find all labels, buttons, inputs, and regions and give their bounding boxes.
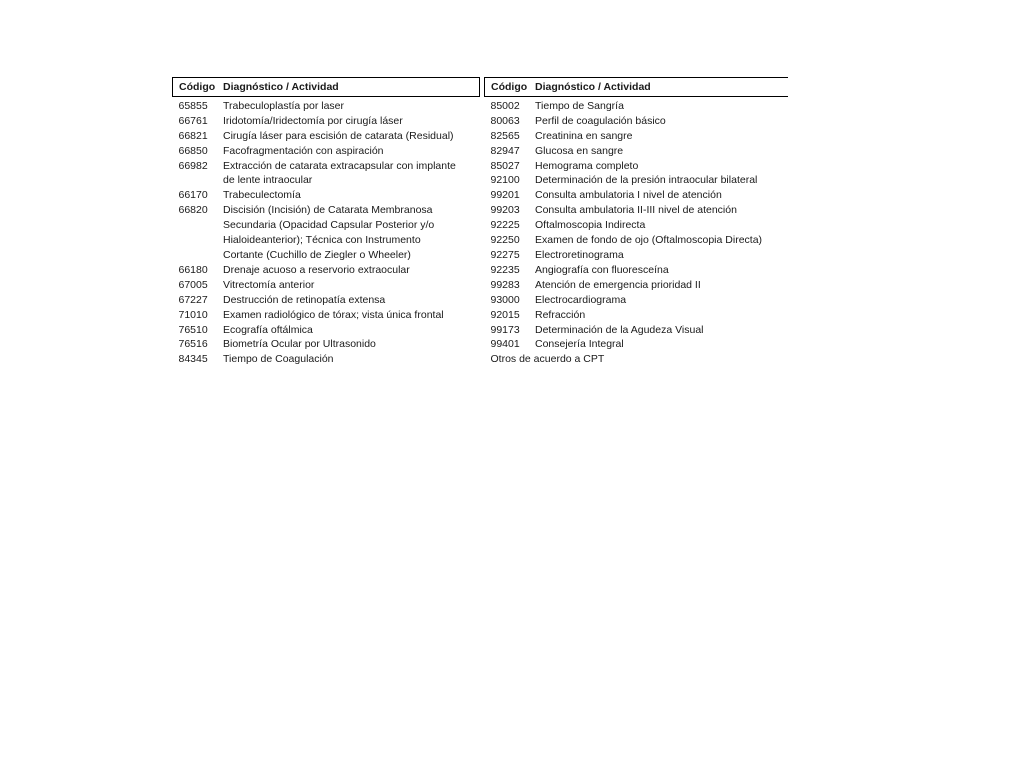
procedure-description: Consulta ambulatoria II-III nivel de atención (535, 204, 737, 217)
procedure-code: 76516 (178, 338, 208, 351)
procedure-code: 66821 (178, 129, 208, 142)
procedure-code: 84345 (178, 353, 208, 366)
procedure-code: 92100 (490, 174, 520, 187)
table-row (485, 144, 789, 159)
procedure-code: 76510 (178, 323, 208, 336)
procedure-table-right (484, 77, 788, 367)
procedure-description: Ecografía oftálmica (223, 323, 313, 336)
procedure-code: 71010 (178, 308, 208, 321)
procedure-code: 66170 (178, 189, 208, 202)
procedure-description: Angiografía con fluoresceína (535, 263, 669, 276)
footer-note-row (485, 352, 789, 367)
procedure-description: Tiempo de Coagulación (223, 353, 334, 366)
table-row (173, 114, 480, 129)
footer-note: Otros de acuerdo a CPT (490, 353, 605, 366)
table-row (173, 263, 480, 278)
procedure-description: de lente intraocular (223, 174, 313, 187)
table-row-continuation (173, 233, 480, 248)
procedure-code: 82947 (490, 144, 520, 157)
empty-code-cell (173, 248, 224, 263)
table-row (173, 308, 480, 323)
procedure-description: Consulta ambulatoria I nivel de atención (535, 189, 722, 202)
table-row (173, 188, 480, 203)
procedure-description: Creatinina en sangre (535, 129, 633, 142)
procedure-code: 66761 (178, 114, 208, 127)
procedure-description: Trabeculoplastía por laser (223, 99, 345, 112)
procedure-code: 66820 (178, 204, 208, 217)
table-row (485, 293, 789, 308)
procedure-description: Drenaje acuoso a reservorio extraocular (223, 263, 410, 276)
table-row (173, 159, 480, 174)
procedure-description: Determinación de la presión intraocular bilateral (535, 174, 758, 187)
procedure-description: Vitrectomía anterior (223, 278, 315, 291)
procedure-description: Biometría Ocular por Ultrasonido (223, 338, 376, 351)
procedure-description: Consejería Integral (535, 338, 624, 351)
table-row (485, 96, 789, 113)
procedure-code: 92275 (490, 248, 520, 261)
procedure-code: 99283 (490, 278, 520, 291)
table-row (173, 337, 480, 352)
procedure-description: Electrocardiograma (535, 293, 627, 306)
table-row (173, 129, 480, 144)
empty-code-cell (173, 218, 224, 233)
table-row (485, 323, 789, 338)
procedure-code: 67005 (178, 278, 208, 291)
procedure-description: Facofragmentación con aspiración (223, 144, 384, 157)
table-row (173, 203, 480, 218)
table-row (485, 129, 789, 144)
procedure-description: Cortante (Cuchillo de Ziegler o Wheeler) (223, 248, 411, 261)
table-row (485, 188, 789, 203)
procedure-code: 92250 (490, 234, 520, 247)
table-row (485, 233, 789, 248)
procedure-code: 99401 (490, 338, 520, 351)
procedure-description: Hialoideanterior); Técnica con Instrumento (223, 234, 421, 247)
procedure-code: 66982 (178, 159, 208, 172)
procedure-code: 66850 (178, 144, 208, 157)
procedure-description: Trabeculectomía (223, 189, 301, 202)
procedure-description: Perfil de coagulación básico (535, 114, 666, 127)
procedure-code: 99173 (490, 323, 520, 336)
empty-code-cell (173, 173, 224, 188)
table-row (485, 159, 789, 174)
table-header-row (173, 78, 480, 97)
table-row (173, 352, 480, 367)
procedure-description: Secundaria (Opacidad Capsular Posterior y/o (223, 219, 435, 232)
column-header-code: Código (173, 78, 224, 97)
procedure-description: Tiempo de Sangría (535, 99, 624, 112)
procedure-code: 85027 (490, 159, 520, 172)
procedure-description: Destrucción de retinopatía extensa (223, 293, 386, 306)
table-body (485, 96, 789, 367)
table-row (485, 248, 789, 263)
procedure-table-left (172, 77, 480, 367)
table-row-continuation (173, 248, 480, 263)
column-header-description: Diagnóstico / Actividad (535, 78, 788, 97)
table-row (485, 308, 789, 323)
table-row-continuation (173, 173, 480, 188)
table-row (485, 337, 789, 352)
table-body (173, 96, 480, 367)
procedure-description: Refracción (535, 308, 586, 321)
procedure-description: Cirugía láser para escisión de catarata (Residual) (223, 129, 454, 142)
empty-code-cell (173, 233, 224, 248)
table-row (485, 114, 789, 129)
table-row (173, 278, 480, 293)
table-row (485, 218, 789, 233)
procedure-description: Glucosa en sangre (535, 144, 624, 157)
procedure-code: 93000 (490, 293, 520, 306)
table-row (485, 203, 789, 218)
procedure-code: 80063 (490, 114, 520, 127)
procedure-description: Examen de fondo de ojo (Oftalmoscopia Directa) (535, 234, 763, 247)
table-row (485, 278, 789, 293)
table-row (173, 293, 480, 308)
table-row (173, 96, 480, 113)
table-row-continuation (173, 218, 480, 233)
procedure-code: 99201 (490, 189, 520, 202)
procedure-description: Hemograma completo (535, 159, 639, 172)
procedure-code: 92015 (490, 308, 520, 321)
column-header-code: Código (485, 78, 536, 97)
procedure-description: Iridotomía/Iridectomía por cirugía láser (223, 114, 403, 127)
procedure-code: 65855 (178, 99, 208, 112)
procedure-code: 99203 (490, 204, 520, 217)
procedure-code: 92235 (490, 263, 520, 276)
procedure-code: 67227 (178, 293, 208, 306)
table-row (173, 144, 480, 159)
procedure-code: 66180 (178, 263, 208, 276)
table-row (485, 173, 789, 188)
procedure-description: Electroretinograma (535, 248, 624, 261)
table-row (173, 323, 480, 338)
procedure-code: 85002 (490, 99, 520, 112)
table-row (485, 263, 789, 278)
procedure-code: 92225 (490, 219, 520, 232)
procedure-description: Examen radiológico de tórax; vista única frontal (223, 308, 444, 321)
procedure-description: Determinación de la Agudeza Visual (535, 323, 704, 336)
procedure-description: Extracción de catarata extracapsular con implante (223, 159, 456, 172)
procedure-description: Discisión (Incisión) de Catarata Membranosa (223, 204, 433, 217)
procedure-code: 82565 (490, 129, 520, 142)
procedure-description: Atención de emergencia prioridad II (535, 278, 701, 291)
table-header-row (485, 78, 789, 97)
column-header-description: Diagnóstico / Actividad (223, 78, 480, 97)
procedure-description: Oftalmoscopia Indirecta (535, 219, 646, 232)
